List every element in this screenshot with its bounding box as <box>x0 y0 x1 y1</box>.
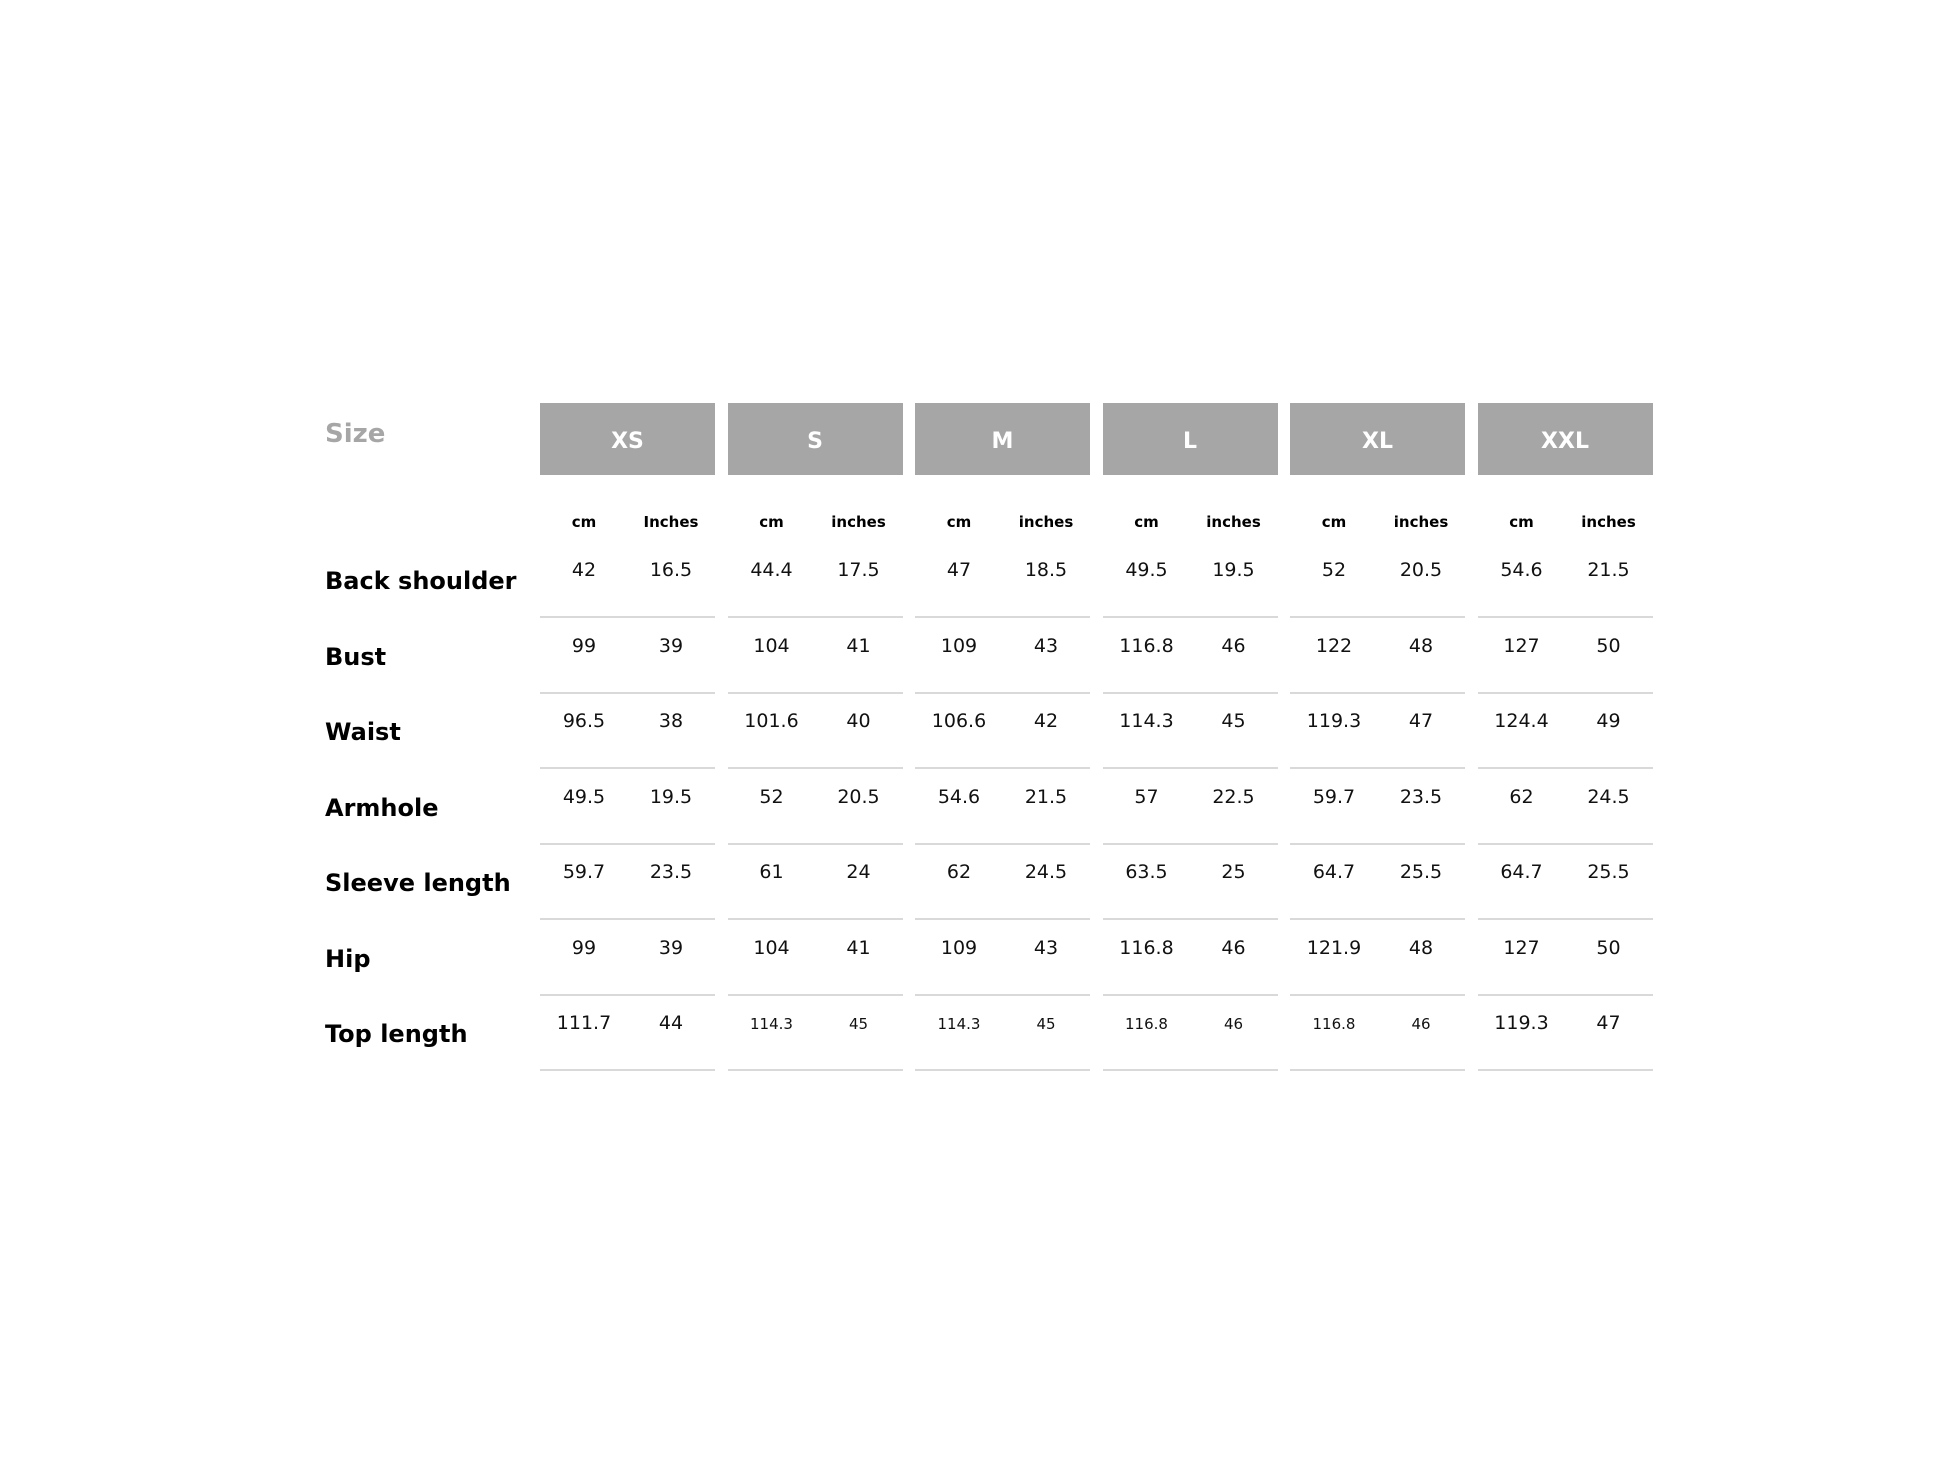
table-cell: 54.6 <box>937 785 981 808</box>
unit-label: cm <box>946 513 972 531</box>
row-divider <box>728 918 903 920</box>
table-cell: 25.5 <box>1399 861 1443 883</box>
table-cell: 111.7 <box>556 1012 612 1034</box>
table-cell: 21.5 <box>1587 559 1630 581</box>
table-cell: 41 <box>846 936 871 959</box>
unit-label: inches <box>1393 513 1449 531</box>
size-header-xxl: XXL <box>1478 403 1653 475</box>
table-cell: 124.4 <box>1494 710 1549 732</box>
table-cell: 116.8 <box>1125 1015 1168 1033</box>
size-header-m: M <box>915 403 1090 475</box>
row-divider <box>1290 1069 1465 1071</box>
unit-label: cm <box>571 513 597 531</box>
table-cell: 54.6 <box>1500 559 1543 581</box>
row-divider <box>540 843 715 845</box>
row-divider <box>1478 994 1653 996</box>
row-divider <box>728 843 903 845</box>
row-divider <box>540 692 715 694</box>
table-cell: 49.5 <box>562 785 606 808</box>
unit-label: inches <box>831 513 886 531</box>
row-divider <box>1290 767 1465 769</box>
row-label: Back shoulder <box>325 567 517 595</box>
table-cell: 63.5 <box>1125 861 1168 883</box>
unit-label: inches <box>1206 513 1261 531</box>
table-cell: 109 <box>940 634 978 657</box>
row-label: Waist <box>325 718 401 746</box>
table-cell: 21.5 <box>1024 785 1068 808</box>
table-cell: 114.3 <box>750 1015 793 1033</box>
row-divider <box>1103 918 1278 920</box>
row-divider <box>1103 767 1278 769</box>
row-divider <box>1478 616 1653 618</box>
table-cell: 17.5 <box>837 559 880 581</box>
table-cell: 46 <box>1411 1015 1431 1033</box>
row-label: Bust <box>325 642 387 671</box>
table-cell: 24 <box>846 861 871 883</box>
table-cell: 114.3 <box>1119 710 1174 732</box>
table-cell: 46 <box>1223 1015 1244 1033</box>
table-cell: 23.5 <box>649 861 693 883</box>
table-cell: 39 <box>658 936 684 959</box>
table-cell: 101.6 <box>744 710 799 732</box>
table-cell: 106.6 <box>931 710 987 732</box>
unit-label: cm <box>1321 513 1347 531</box>
unit-label: cm <box>1134 513 1159 531</box>
unit-label: inches <box>1018 513 1074 531</box>
row-divider <box>728 767 903 769</box>
table-cell: 116.8 <box>1119 634 1174 657</box>
table-cell: 52 <box>759 785 784 808</box>
table-cell: 122 <box>1315 634 1353 657</box>
size-chart <box>325 403 1655 1103</box>
row-divider <box>1103 843 1278 845</box>
row-divider <box>1478 1069 1653 1071</box>
table-cell: 114.3 <box>937 1015 981 1033</box>
size-header-xs: XS <box>540 403 715 475</box>
table-cell: 48 <box>1408 936 1434 959</box>
table-cell: 116.8 <box>1119 936 1174 959</box>
row-divider <box>1290 843 1465 845</box>
row-label: Sleeve length <box>325 869 511 897</box>
row-divider <box>540 918 715 920</box>
row-divider <box>1103 994 1278 996</box>
table-cell: 44.4 <box>750 559 793 581</box>
table-cell: 59.7 <box>562 861 606 883</box>
size-header-s: S <box>728 403 903 475</box>
table-cell: 46 <box>1221 634 1246 657</box>
row-divider <box>728 1069 903 1071</box>
table-cell: 64.7 <box>1312 861 1356 883</box>
row-divider <box>915 616 1090 618</box>
table-cell: 50 <box>1596 634 1621 657</box>
table-cell: 24.5 <box>1024 861 1068 883</box>
table-cell: 121.9 <box>1306 936 1362 959</box>
table-cell: 42 <box>571 559 597 581</box>
row-divider <box>728 994 903 996</box>
table-cell: 49 <box>1596 710 1621 732</box>
table-cell: 104 <box>753 936 790 959</box>
size-label: Size <box>325 419 386 449</box>
table-cell: 39 <box>658 634 684 657</box>
row-divider <box>1103 616 1278 618</box>
row-divider <box>1478 767 1653 769</box>
row-divider <box>915 918 1090 920</box>
row-divider <box>540 1069 715 1071</box>
row-divider <box>1290 616 1465 618</box>
row-divider <box>728 616 903 618</box>
row-label: Top length <box>325 1020 468 1048</box>
table-cell: 19.5 <box>649 785 693 808</box>
table-cell: 38 <box>658 710 684 732</box>
table-cell: 96.5 <box>562 710 606 732</box>
table-cell: 59.7 <box>1312 785 1356 808</box>
table-cell: 25.5 <box>1587 861 1630 883</box>
table-cell: 127 <box>1503 936 1540 959</box>
row-divider <box>915 1069 1090 1071</box>
table-cell: 45 <box>1036 1015 1056 1033</box>
table-cell: 43 <box>1033 936 1059 959</box>
table-cell: 50 <box>1596 936 1621 959</box>
table-cell: 61 <box>759 861 784 883</box>
row-divider <box>915 767 1090 769</box>
table-cell: 19.5 <box>1212 559 1255 581</box>
row-divider <box>1290 918 1465 920</box>
table-cell: 45 <box>848 1015 869 1033</box>
table-cell: 20.5 <box>1399 559 1443 581</box>
table-cell: 52 <box>1321 559 1347 581</box>
row-divider <box>728 692 903 694</box>
row-divider <box>1290 994 1465 996</box>
table-cell: 116.8 <box>1312 1015 1356 1033</box>
size-header-xl: XL <box>1290 403 1465 475</box>
row-divider <box>1290 692 1465 694</box>
table-cell: 24.5 <box>1587 785 1630 808</box>
table-cell: 62 <box>946 861 972 883</box>
table-cell: 16.5 <box>649 559 693 581</box>
table-cell: 20.5 <box>837 785 880 808</box>
row-label: Armhole <box>325 793 439 822</box>
table-cell: 99 <box>571 634 597 657</box>
table-cell: 104 <box>753 634 790 657</box>
row-divider <box>1103 1069 1278 1071</box>
table-cell: 64.7 <box>1500 861 1543 883</box>
table-cell: 43 <box>1033 634 1059 657</box>
table-cell: 44 <box>658 1012 684 1034</box>
row-divider <box>1478 918 1653 920</box>
row-divider <box>1478 692 1653 694</box>
table-cell: 49.5 <box>1125 559 1168 581</box>
unit-label: Inches <box>643 513 699 531</box>
table-cell: 127 <box>1503 634 1540 657</box>
row-divider <box>915 994 1090 996</box>
table-cell: 45 <box>1221 710 1246 732</box>
table-cell: 47 <box>1408 710 1434 732</box>
unit-label: cm <box>759 513 784 531</box>
table-cell: 18.5 <box>1024 559 1068 581</box>
table-cell: 62 <box>1509 785 1534 808</box>
unit-label: cm <box>1509 513 1534 531</box>
row-divider <box>1103 692 1278 694</box>
table-cell: 57 <box>1134 785 1159 808</box>
row-divider <box>540 616 715 618</box>
row-divider <box>540 767 715 769</box>
table-cell: 42 <box>1033 710 1059 732</box>
table-cell: 109 <box>940 936 978 959</box>
table-cell: 46 <box>1221 936 1246 959</box>
table-cell: 47 <box>946 559 972 581</box>
row-divider <box>915 692 1090 694</box>
table-cell: 47 <box>1596 1012 1621 1034</box>
size-header-l: L <box>1103 403 1278 475</box>
table-cell: 40 <box>846 710 871 732</box>
row-label: Hip <box>325 944 371 973</box>
table-cell: 23.5 <box>1399 785 1443 808</box>
table-cell: 48 <box>1408 634 1434 657</box>
unit-label: inches <box>1581 513 1636 531</box>
table-cell: 25 <box>1221 861 1246 883</box>
table-cell: 119.3 <box>1306 710 1362 732</box>
table-cell: 22.5 <box>1212 785 1255 808</box>
table-cell: 41 <box>846 634 871 657</box>
table-cell: 119.3 <box>1494 1012 1549 1034</box>
table-cell: 99 <box>571 936 597 959</box>
row-divider <box>915 843 1090 845</box>
row-divider <box>540 994 715 996</box>
row-divider <box>1478 843 1653 845</box>
